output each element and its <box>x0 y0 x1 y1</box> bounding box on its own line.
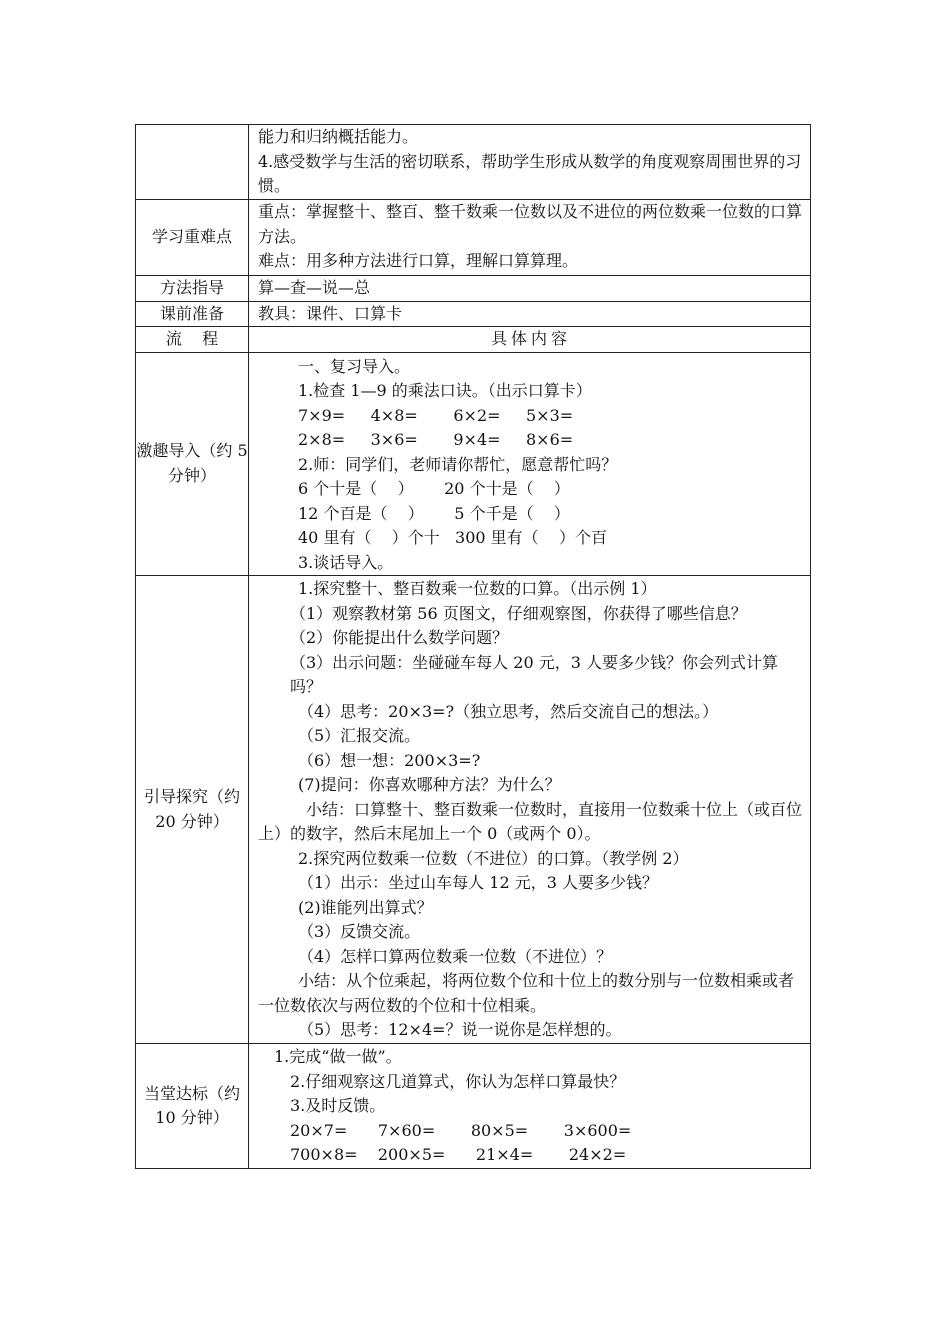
intro-line: 2.师：同学们，老师请你帮忙，愿意帮忙吗？ <box>298 454 618 474</box>
explore-line: (2)谁能列出算式？ <box>298 897 433 917</box>
practice-line: 1.完成“做一做”。 <box>274 1047 402 1066</box>
practice-line: 3.及时反馈。 <box>290 1096 386 1115</box>
practice-content <box>249 1044 811 1169</box>
difficulty-content <box>249 200 811 276</box>
explore-line: （2）你能提出什么数学问题？ <box>290 628 509 647</box>
prep-content: 教具：课件、口算卡 <box>249 301 811 327</box>
goals-line: 能力和归纳概括能力。 <box>258 127 419 146</box>
intro-line: 1.检查 1—9 的乘法口诀。（出示口算卡） <box>298 381 592 400</box>
explore-line: （4）怎样口算两位数乘一位数（不进位）？ <box>298 946 613 966</box>
practice-line: 700×8= 200×5= 21×4= 24×2= <box>290 1145 627 1164</box>
explore-label-text: 引导探究（约 20 分钟） <box>143 787 240 831</box>
practice-line: 20×7= 7×60= 80×5= 3×600= <box>290 1120 632 1140</box>
intro-line: 12 个百是（ ） 5 个千是（ ） <box>298 503 570 523</box>
method-content: 算—查—说—总 <box>249 276 811 302</box>
intro-line: 40 里有（ ）个十 300 里有（ ）个百 <box>298 528 608 547</box>
explore-line: 1.探究整十、整百数乘一位数的口算。（出示例 1） <box>298 579 657 598</box>
row-explore <box>136 576 811 1044</box>
lesson-plan-table <box>135 124 811 1169</box>
explore-line: (7)提问：你喜欢哪种方法？为什么？ <box>298 775 561 794</box>
goals-label-cell <box>136 125 249 200</box>
explore-line: （5）汇报交流。 <box>298 726 421 745</box>
goals-line: 4.感受数学与生活的密切联系，帮助学生形成从数学的角度观察周围世界的习惯。 <box>258 151 802 195</box>
explore-line: 小结：口算整十、整百数乘一位数时，直接用一位数乘十位上（或百位上）的数字，然后末尾加上一个 0（或两个 0）。 <box>258 799 803 843</box>
explore-line: （4）思考：20×3=?（独立思考，然后交流自己的想法。） <box>298 701 719 721</box>
explore-line: （1）观察教材第 56 页图文，仔细观察图，你获得了哪些信息？ <box>290 603 747 623</box>
practice-label <box>136 1044 249 1169</box>
intro-line: 6 个十是（ ） 20 个十是（ ） <box>298 479 570 498</box>
row-practice <box>136 1044 811 1169</box>
explore-line: （6）想一想：200×3=? <box>298 750 481 770</box>
practice-label-text: 当堂达标（约 10 分钟） <box>143 1083 240 1127</box>
explore-line: （1）出示：坐过山车每人 12 元，3 人要多少钱？ <box>298 873 658 892</box>
intro-label <box>136 352 249 576</box>
explore-content <box>249 576 811 1044</box>
explore-line: （5）思考：12×4=？说一说你是怎样想的。 <box>298 1020 622 1039</box>
row-difficulty <box>136 200 811 276</box>
prep-label: 课前准备 <box>136 301 249 327</box>
intro-label-text: 激趣导入（约 5 分钟） <box>136 441 248 485</box>
intro-line: 3.谈话导入。 <box>298 552 394 572</box>
difficulty-label: 学习重难点 <box>136 200 249 276</box>
content-header-label: 具体内容 <box>249 327 811 353</box>
difficulty-line: 难点：用多种方法进行口算，理解口算算理。 <box>258 251 579 270</box>
row-header <box>136 327 811 353</box>
explore-line: 小结：从个位乘起，将两位数个位和十位上的数分别与一位数相乘或者一位数依次与两位数的个位和十位相乘。 <box>258 971 795 1015</box>
flow-header-label: 流 程 <box>136 327 249 353</box>
explore-line: （3）出示问题：坐碰碰车每人 20 元，3 人要多少钱？你会列式计算吗？ <box>290 652 778 696</box>
intro-line: 7×9= 4×8= 6×2= 5×3= <box>298 405 574 425</box>
row-goals <box>136 125 811 200</box>
explore-line: 2.探究两位数乘一位数（不进位）的口算。（教学例 2） <box>298 848 689 868</box>
intro-line: 2×8= 3×6= 9×4= 8×6= <box>298 430 574 449</box>
intro-line: 一、复习导入。 <box>298 356 411 376</box>
method-label: 方法指导 <box>136 276 249 302</box>
intro-content <box>249 352 811 576</box>
explore-label <box>136 576 249 1044</box>
practice-line: 2.仔细观察这几道算式，你认为怎样口算最快？ <box>290 1071 626 1091</box>
difficulty-line: 重点：掌握整十、整百、整千数乘一位数以及不进位的两位数乘一位数的口算方法。 <box>258 202 803 246</box>
explore-line: （3）反馈交流。 <box>298 922 421 941</box>
row-intro <box>136 352 811 576</box>
row-prep <box>136 301 811 327</box>
row-method <box>136 276 811 302</box>
goals-content <box>249 125 811 200</box>
